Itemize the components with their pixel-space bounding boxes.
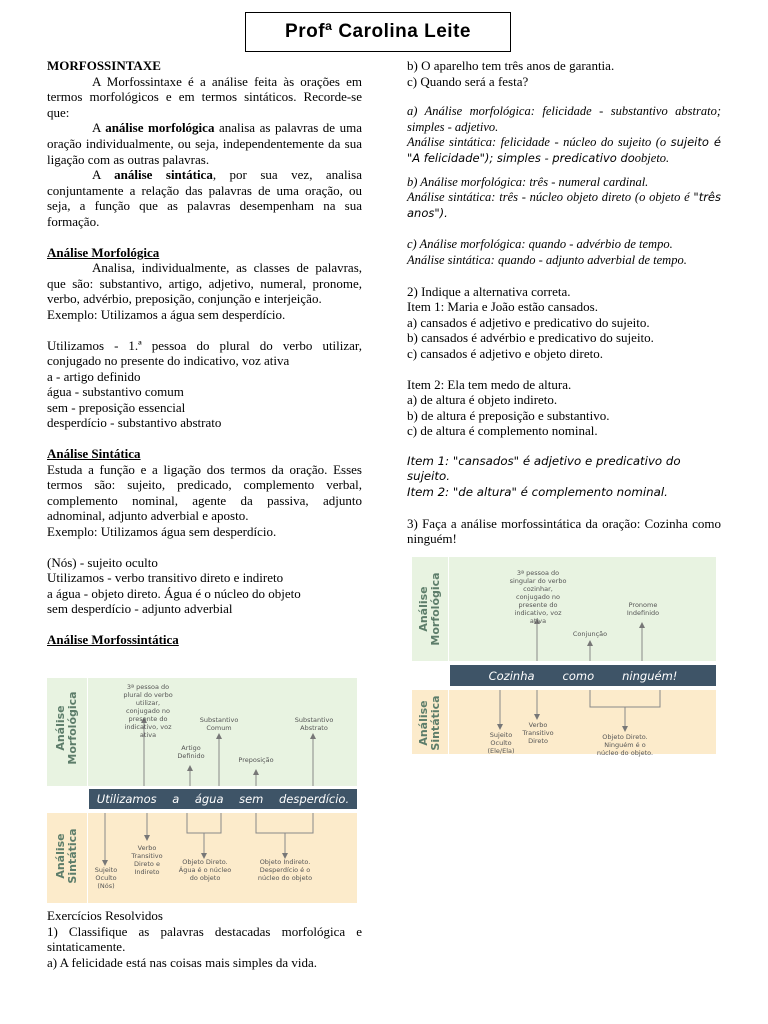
bar-word: sem [239, 792, 264, 806]
top-label: Preposição [238, 756, 274, 764]
intro-paragraph: A Morfossintaxe é a análise feita às orações em termos morfológicos e em termos sintáticos. Recorde-se que: [47, 73, 362, 120]
morph-line: sem - preposição essencial [47, 399, 186, 415]
bottom-label: Sujeito Oculto (Nós) [94, 866, 118, 890]
answer-a1: a) Análise morfológica: felicidade - substantivo abstrato; simples - adjetivo. [407, 104, 721, 134]
morph-line: água - substantivo comum [47, 384, 184, 400]
synt-line: Utilizamos - verbo transitivo direto e indireto [47, 570, 284, 586]
morph-definition: A análise morfológica analisa as palavras de uma oração individualmente, ou seja, independentemente da sua ligação com as outras palavras. [47, 120, 362, 167]
section-title: MORFOSSINTAXE [47, 58, 161, 73]
bottom-label: Sujeito Oculto (Ele/Ela) [487, 731, 515, 755]
side-label-morph: Análise Morfológica [417, 572, 442, 646]
exercises-block [47, 908, 362, 970]
bottom-label: Verbo Transitivo Direto e Indireto [131, 844, 163, 876]
bottom-label: Objeto Direto. Ninguém é o núcleo do objeto. [596, 733, 654, 757]
answer-2-item1: Item 1: "cansados" é adjetivo e predicativo do sujeito. [407, 453, 681, 484]
item-1-option: a) cansados é adjetivo e predicativo do sujeito. [407, 314, 650, 330]
bottom-label: Objeto Indireto. Desperdício é o núcleo do objeto [257, 858, 313, 882]
answer-c2: Análise sintática: quando - adjunto adverbial de tempo. [407, 252, 687, 267]
synt-text: Estuda a função e a ligação dos termos da oração. Esses termos são: sujeito, predicado, complemento verbal, complemento nominal, agente da passiva, adjunto adnominal, adjunto adverbial e aposto. [47, 461, 362, 524]
morph-line: desperdício - substantivo abstrato [47, 415, 222, 431]
question-3: 3) Faça a análise morfossintática da oração: Cozinha como ninguém! [407, 515, 721, 547]
item-1-option: c) cansados é adjetivo e objeto direto. [407, 345, 604, 361]
exercise-q1a: a) A felicidade está nas coisas mais simples da vida. [47, 954, 318, 970]
top-label: Conjunção [572, 630, 608, 638]
header-title-box [245, 12, 511, 52]
bottom-label: Verbo Transitivo Direto [522, 721, 554, 745]
side-label-morph: Análise Morfológica [54, 691, 79, 765]
item-2-option: c) de altura é complemento nominal. [407, 423, 598, 439]
side-label-synt: Análise Sintática [54, 828, 79, 884]
bar-word: desperdício. [278, 792, 350, 806]
exercise-q1: 1) Classifique as palavras destacadas morfológica e sintaticamente. [47, 923, 362, 955]
answer-c1: c) Análise morfológica: quando - advérbio de tempo. [407, 237, 673, 252]
page-title: Profª Carolina Leite [285, 21, 471, 42]
synt-line: sem desperdício - adjunto adverbial [47, 601, 233, 617]
morphosynt-heading: Análise Morfossintática [47, 632, 179, 647]
exercises-title: Exercícios Resolvidos [47, 908, 163, 923]
exercise-q1b: b) O aparelho tem três anos de garantia. [407, 58, 615, 73]
exercise-q1c: c) Quando será a festa? [407, 73, 529, 89]
item-2: Item 2: Ela tem medo de altura. [407, 376, 572, 392]
right-column [407, 58, 721, 547]
synt-definition: A análise sintática, por sua vez, analisa conjuntamente a relação das palavras de uma oração, ou seja, a função que as palavras desempenham na sua formação. [47, 167, 362, 229]
bottom-label: Objeto Direto. Água é o núcleo do objeto [178, 858, 232, 882]
item-2-option: b) de altura é preposição e substantivo. [407, 407, 610, 423]
side-label-synt: Análise Sintática [417, 695, 442, 751]
top-label: Substantivo Abstrato [294, 716, 334, 732]
morph-text: Analisa, individualmente, as classes de palavras, que são: substantivo, artigo, adjetivo, numeral, pronome, verbo, advérbio, preposição, conjunção e interjeição. [47, 260, 362, 307]
synt-line: a água - objeto direto. Água é o núcleo do objeto [47, 585, 301, 601]
answer-b1: b) Análise morfológica: três - numeral cardinal. [407, 174, 649, 189]
morph-line: Utilizamos - 1.ª pessoa do plural do verbo utilizar, conjugado no presente do indicativo, voz ativa [47, 337, 362, 369]
morph-example: Exemplo: Utilizamos a água sem desperdício. [47, 306, 286, 322]
morph-line: a - artigo definido [47, 368, 141, 384]
top-label: Substantivo Comum [199, 716, 239, 732]
bar-word: a [172, 792, 180, 806]
question-2: 2) Indique a alternativa correta. [407, 283, 571, 299]
bar-word: água [194, 792, 224, 806]
bar-word: como [562, 668, 595, 683]
bar-word: Cozinha [488, 668, 535, 683]
item-1: Item 1: Maria e João estão cansados. [407, 299, 598, 315]
top-label: Pronome Indefinido [626, 601, 660, 617]
bar-word: ninguém! [622, 668, 678, 683]
answer-2-item2: Item 2: "de altura" é complemento nominal. [407, 485, 668, 500]
left-column [47, 58, 362, 648]
synt-example: Exemplo: Utilizamos água sem desperdício. [47, 524, 277, 540]
morphosyntactic-diagram-2 [412, 557, 716, 757]
synt-line: (Nós) - sujeito oculto [47, 554, 158, 570]
morphosyntactic-diagram-1 [47, 678, 357, 903]
bar-word: Utilizamos [96, 792, 157, 806]
answer-b2: Análise sintática: três - núcleo objeto direto (o objeto é "três anos"). [407, 190, 721, 220]
answer-a2: Análise sintática: felicidade - núcleo do sujeito (o sujeito é "A felicidade"); simples - predicativo doobjeto. [407, 135, 721, 165]
top-label: Artigo Definido [177, 744, 205, 760]
morph-heading: Análise Morfológica [47, 244, 160, 260]
item-2-option: a) de altura é objeto indireto. [407, 392, 558, 408]
synt-heading: Análise Sintática [47, 446, 141, 462]
top-label: 3ª pessoa do singular do verbo cozinhar, conjugado no presente do indicativo, voz ativa [509, 569, 567, 625]
item-1-option: b) cansados é advérbio e predicativo do sujeito. [407, 330, 654, 346]
top-label: 3ª pessoa do plural do verbo utilizar, conjugado no presente do indicativo, voz ativa [123, 683, 173, 739]
